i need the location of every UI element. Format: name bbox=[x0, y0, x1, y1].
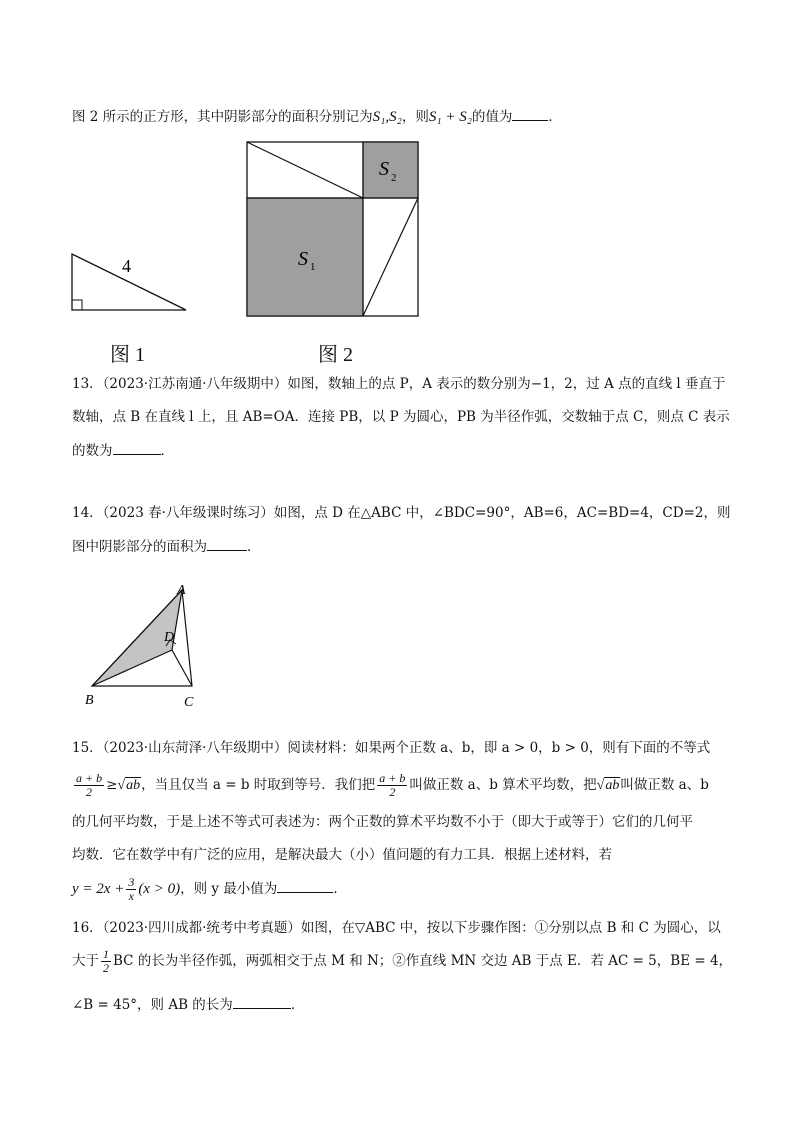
half-den: 2 bbox=[103, 961, 109, 975]
q15-line2-b: 叫做正数 a、b 算术平均数，把 bbox=[409, 777, 597, 793]
s2-label: S bbox=[379, 158, 389, 180]
func-den: x bbox=[128, 889, 134, 903]
func-pre: y = 2x + bbox=[72, 881, 125, 897]
s2-shaded-square bbox=[363, 142, 418, 198]
geo-rad: ab bbox=[605, 778, 620, 793]
q14-line-2: 图中阴影部分的面积为 ． bbox=[72, 536, 261, 557]
fig1-hypotenuse-label: 4 bbox=[122, 256, 131, 276]
q15-line5-tail: ，则 y 最小值为 bbox=[180, 881, 278, 897]
q13-line-3-text: 的数为 bbox=[72, 443, 113, 459]
figure-1-caption: 图 1 bbox=[110, 344, 145, 366]
q15-line-4: 均数．它在数学中有广泛的应用，是解决最大（小）值问题的有力工具．根据上述材料，若 bbox=[72, 847, 612, 863]
answer-blank[interactable] bbox=[233, 994, 291, 1009]
mean-num: a + b bbox=[379, 771, 406, 785]
half-fraction bbox=[101, 948, 111, 975]
q15-line-1: 15．（2023·山东菏泽·八年级期中）阅读材料：如果两个正数 a、b，即 a > 0，b > 0，则有下面的不等式 bbox=[72, 740, 711, 756]
point-d-label: D bbox=[164, 630, 175, 645]
func-num: 3 bbox=[128, 875, 135, 889]
figure-2-square bbox=[244, 139, 422, 319]
q12-text: 图 2 所示的正方形，其中阴影部分的面积分别记为S₁,S₂，则S₁ + S₂的值为 ． bbox=[72, 106, 562, 127]
figure-2-caption: 图 2 bbox=[318, 344, 353, 366]
mean-den: 2 bbox=[389, 785, 396, 799]
q12-prefix: 图 2 所示的正方形，其中阴影部分的面积分别记为 bbox=[72, 109, 373, 125]
point-c-label: C bbox=[184, 695, 194, 710]
ineq-den: 2 bbox=[86, 785, 93, 799]
ineq-rel: ≥ bbox=[106, 777, 118, 793]
q15-line2-a: ，当且仅当 a = b 时取到等号．我们把 bbox=[141, 777, 376, 793]
ineq-fraction bbox=[74, 772, 104, 799]
ineq-num: a + b bbox=[76, 771, 103, 785]
q16-line-3-text: ∠B = 45°，则 AB 的长为 bbox=[72, 997, 233, 1013]
answer-blank[interactable] bbox=[207, 536, 247, 551]
geo-sqrt: √ab bbox=[596, 778, 620, 793]
mean-fraction bbox=[377, 772, 407, 799]
q13-line-2: 数轴，点 B 在直线 l 上，且 AB=OA．连接 PB，以 P 为圆心，PB 为半径作弧，交数轴于点 C，则点 C 表示 bbox=[72, 409, 730, 425]
answer-blank[interactable] bbox=[113, 440, 161, 455]
q14-line-1: 14．（2023 春·八年级课时练习）如图，点 D 在△ABC 中，∠BDC=90°，AB=6，AC=BD=4，CD=2，则 bbox=[72, 505, 731, 521]
q12-vars: S₁,S₂ bbox=[372, 109, 402, 125]
ineq-sqrt: √ab bbox=[117, 778, 141, 793]
q12-mid: ，则 bbox=[401, 109, 429, 125]
q14-line-2-text: 图中阴影部分的面积为 bbox=[72, 539, 207, 555]
figure-triangle-abc bbox=[80, 580, 220, 710]
q15-line-3: 的几何平均数，于是上述不等式可表述为：两个正数的算术平均数不小于（即大于或等于）它们的几何平 bbox=[72, 814, 693, 830]
q12-suffix: 的值为 bbox=[471, 109, 513, 125]
ineq-rad: ab bbox=[126, 778, 141, 793]
q15-line-2 bbox=[72, 768, 709, 803]
q16-line2-b: BC 的长为半径作弧，两弧相交于点 M 和 N；②作直线 MN 交边 AB 于点 E．若 AC = 5，BE = 4， bbox=[113, 953, 733, 969]
q16-line2-a: 大于 bbox=[72, 953, 99, 969]
figure-1-triangle bbox=[66, 248, 196, 318]
func-fraction bbox=[126, 876, 136, 903]
answer-blank[interactable] bbox=[512, 106, 548, 121]
s1-subscript: 1 bbox=[310, 261, 316, 273]
point-b-label: B bbox=[85, 693, 94, 708]
q16-line-1: 16．（2023·四川成都·统考中考真题）如图，在▽ABC 中，按以下步骤作图：①分别以点 B 和 C 为圆心，以 bbox=[72, 920, 721, 936]
q15-line-5: y = 2x + $\frac{3}{x}$ (x > 0)，则 y 最小值为 ． bbox=[72, 875, 347, 903]
s1-label: S bbox=[298, 248, 308, 270]
half-num: 1 bbox=[103, 947, 109, 961]
q16-line-2 bbox=[72, 944, 732, 978]
q12-expr: S₁ + S₂ bbox=[428, 109, 472, 125]
q15-line2-c: 叫做正数 a、b bbox=[620, 777, 709, 793]
answer-blank[interactable] bbox=[277, 878, 333, 893]
func-post: (x > 0) bbox=[138, 881, 181, 897]
q16-line-3: ∠B = 45°，则 AB 的长为 ． bbox=[72, 994, 304, 1015]
q13-line-3: 的数为 ． bbox=[72, 440, 174, 461]
s2-subscript: 2 bbox=[391, 172, 397, 184]
q13-line-1: 13．（2023·江苏南通·八年级期中）如图，数轴上的点 P，A 表示的数分别为−1，2，过 A 点的直线 l 垂直于 bbox=[72, 376, 726, 392]
point-a-label: A bbox=[177, 583, 186, 598]
